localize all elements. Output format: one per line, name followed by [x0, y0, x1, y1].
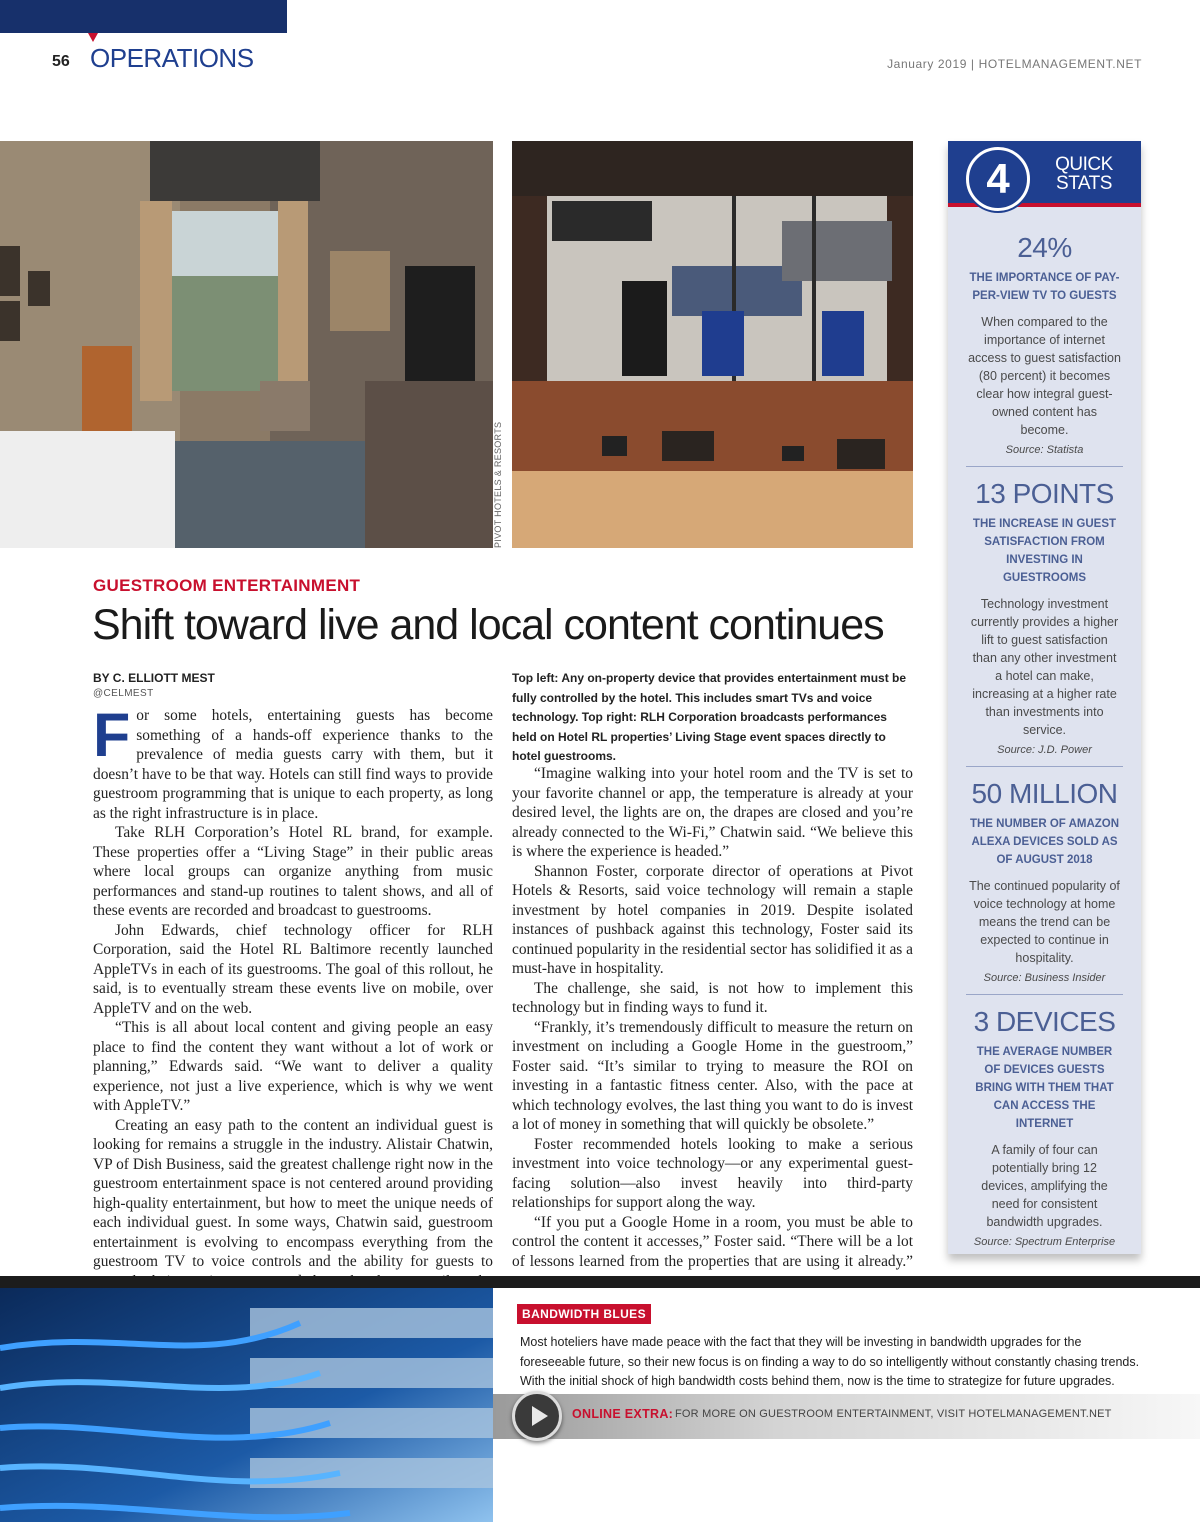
online-extra-label: ONLINE EXTRA: [572, 1407, 674, 1421]
stat-item [948, 477, 1141, 756]
guestroom-photo [0, 141, 493, 548]
paragraph: The challenge, she said, is not how to implement this technology but in finding ways to fund it. [512, 979, 913, 1016]
paragraph: Foster recommended hotels looking to make a serious investment into voice technology—or any experimental guest-facing solution—also invest heavily into third-party relationships for support along the way. [512, 1135, 913, 1211]
photo-captions: Top left: Any on-property device that provides entertainment must be fully controlled by the hotel. This includes smart TVs and voice technology. Top right: RLH Corporation broadcasts performances held on Hotel RL properties’ Living Stage event spaces directly to hotel guestrooms. [512, 671, 907, 763]
quick-stats-title: QUICK STATS [1055, 154, 1113, 194]
paragraph: “Frankly, it’s tremendously difficult to measure the return on investment on including a Google Home in the guestroom,” Foster said. “It’s similar to trying to measure the ROI on investing in a fantastic fitness center. Also, with the pace at which technology evolves, the last thing you want to do is invest a lot of money in something that will quickly be obsolete.” [512, 1018, 913, 1133]
quick-stats-header [948, 141, 1141, 203]
stat-description: Technology investment currently provides a higher lift to guest satisfaction than any other investment a hotel can make, increasing at a higher rate than investments into service. [970, 597, 1119, 737]
stat-label: THE INCREASE IN GUEST SATISFACTION FROM INVESTING IN GUESTROOMS [972, 518, 1117, 584]
stat-item [948, 777, 1141, 984]
quick-stats-badge: 4 [966, 147, 1030, 211]
top-notch-marker [88, 33, 98, 42]
paragraph: For some hotels, entertaining guests has become something of a hands-off experience thanks to the prevalence of media guests carry with them, but it doesn’t have to be that way. Hotels can still find ways to provide guestroom programming that is unique to each property, as long as the right infrastructure is in place. [93, 701, 493, 822]
page-number: 56 [52, 53, 70, 70]
stat-source: Source: Business Insider [983, 972, 1106, 984]
paragraph: John Edwards, chief technology officer for RLH Corporation, said the Hotel RL Baltimore recently launched AppleTVs in each of its guestrooms. The goal of this rollout, he said, is to eventually stream these events live on mobile, over AppleTV and on the web. [93, 921, 493, 1017]
top-color-bar [0, 0, 287, 33]
network-cables-photo [0, 1288, 493, 1522]
stat-label: THE NUMBER OF AMAZON ALEXA DEVICES SOLD AS OF AUGUST 2018 [969, 818, 1120, 866]
paragraph: Take RLH Corporation’s Hotel RL brand, for example. These properties offer a “Living Stage” in their public areas where local groups can organize anything from music performances and stand-up routines to talent shows, and all of these events are recorded and broadcast to guestrooms. [93, 824, 493, 919]
bandwidth-blues-text: Most hoteliers have made peace with the fact that they will be investing in bandwidth upgrades for the foreseeable future, so their new focus is on finding a way to do so intelligently without constantly chasing trends. With the initial shock of high bandwidth costs behind them, now is the time to strategize for future upgrades. [520, 1335, 1140, 1388]
stat-value: 50 MILLION [971, 778, 1118, 809]
paragraph: “Imagine walking into your hotel room and the TV is set to your favorite channel or app, the temperature is already at your desired level, the lights are on, the drapes are closed and you’re already connected to the Wi-Fi,” Chatwin said. “We believe this is where the experience is headed.” [512, 765, 913, 860]
bandwidth-blues-label: BANDWIDTH BLUES [517, 1304, 651, 1324]
paragraph: “This is all about local content and giving people an easy place to find the content they want without a lot of work or planning,” Edwards said. “We want to deliver a quality experience, not just a live experience, which is why we went with AppleTV.” [93, 1019, 493, 1114]
stat-value: 13 POINTS [975, 478, 1114, 509]
article-kicker: GUESTROOM ENTERTAINMENT [93, 576, 361, 595]
drop-cap: F [93, 701, 131, 769]
stat-divider [966, 994, 1123, 995]
stat-description: When compared to the importance of internet access to guest satisfaction (80 percent) it becomes clear how integral guest-owned content has become. [968, 315, 1121, 437]
living-stage-photo [512, 141, 913, 548]
stat-source: Source: Spectrum Enterprise [973, 1236, 1116, 1248]
stat-item [948, 1005, 1141, 1248]
stat-divider [966, 766, 1123, 767]
article-column-1 [93, 701, 493, 1311]
section-title: OPERATIONS [90, 43, 254, 73]
quick-stats-sidebar [948, 141, 1141, 1254]
stat-label: THE AVERAGE NUMBER OF DEVICES GUESTS BRING WITH THEM THAT CAN ACCESS THE INTERNET [975, 1046, 1114, 1130]
paragraph: Creating an easy path to the content an individual guest is looking for remains a struggle in the industry. Alistair Chatwin, VP of Dish Business, said the greatest challenge right now in the guestroom entertainment space is not centered around providing high-quality entertainment, but how to meet the unique needs of each individual guest. In some ways, Chatwin said, guestroom entertainment is evolving to encompass everything from the guestroom TV to voice controls and the ability for guests to [93, 1116, 493, 1270]
stat-source: Source: Statista [1005, 444, 1084, 456]
stat-source: Source: J.D. Power [997, 744, 1092, 756]
stat-value: 24% [1017, 232, 1072, 263]
article-headline: Shift toward live and local content continues [92, 601, 884, 649]
stat-item [948, 231, 1141, 456]
bottom-divider-bar [0, 1276, 1200, 1288]
stat-description: The continued popularity of voice technology at home means the trend can be expected to continue in hospitality. [969, 879, 1120, 965]
stat-divider [966, 466, 1123, 467]
stat-value: 3 DEVICES [973, 1006, 1116, 1037]
stat-label: THE IMPORTANCE OF PAY-PER-VIEW TV TO GUESTS [969, 272, 1120, 302]
play-icon[interactable] [512, 1391, 562, 1441]
stat-description: A family of four can potentially bring 12 devices, amplifying the need for consistent bandwidth upgrades. [981, 1143, 1108, 1229]
paragraph: “If you put a Google Home in a room, you must be able to control the content it accesses,” Foster said. “There will be a lot of lessons learned from the properties that are using it already.” [512, 1213, 913, 1291]
byline: BY C. ELLIOTT MEST [93, 671, 215, 685]
paragraph: Shannon Foster, corporate director of operations at Pivot Hotels & Resorts, said voice technology will remain a staple investment by hotel companies in 2019. Despite isolated instances of pushback against this technology, Foster said its continued popularity in the residential sector has solidified it as a must-have in hospitality. [512, 862, 913, 977]
article-column-2 [512, 764, 913, 1291]
author-handle: @CELMEST [93, 688, 154, 699]
photo-credit: PIVOT HOTELS & RESORTS [493, 421, 503, 548]
online-extra-link[interactable]: FOR MORE ON GUESTROOM ENTERTAINMENT, VISIT HOTELMANAGEMENT.NET [675, 1408, 1112, 1420]
issue-info: January 2019 | HOTELMANAGEMENT.NET [887, 57, 1142, 71]
